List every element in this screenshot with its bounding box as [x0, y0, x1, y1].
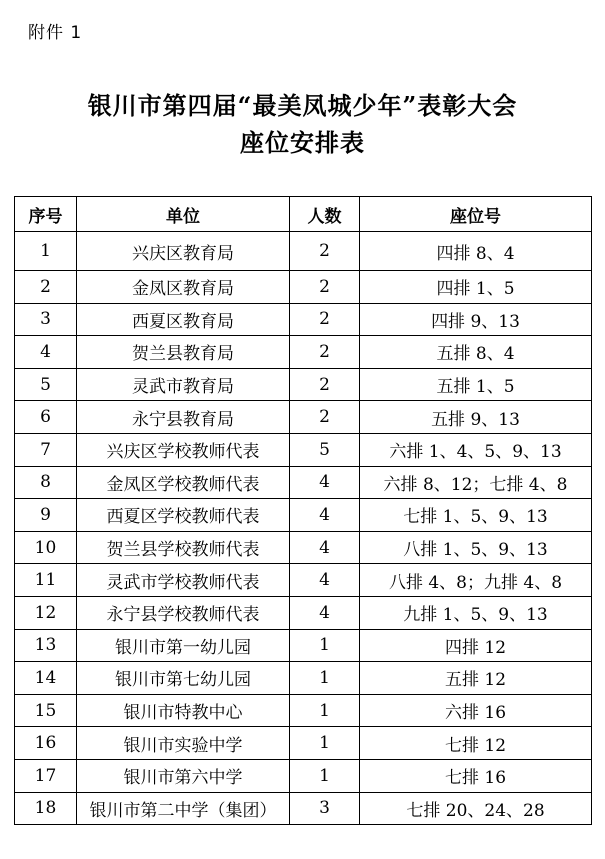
table-row [15, 564, 592, 597]
cell-unit: 永宁县教育局 [77, 401, 290, 434]
cell-count: 5 [290, 433, 360, 466]
cell-count: 2 [290, 368, 360, 401]
cell-unit: 灵武市学校教师代表 [77, 564, 290, 597]
cell-number: 11 [15, 564, 77, 597]
cell-count: 2 [290, 401, 360, 434]
cell-unit: 银川市第六中学 [77, 759, 290, 792]
cell-number: 5 [15, 368, 77, 401]
cell-unit: 兴庆区教育局 [77, 232, 290, 271]
table-row [15, 662, 592, 695]
table-row [15, 792, 592, 825]
table-row [15, 232, 592, 271]
cell-count: 1 [290, 727, 360, 760]
cell-number: 13 [15, 629, 77, 662]
cell-unit: 银川市第七幼儿园 [77, 662, 290, 695]
document-title: 银川市第四届“最美凤城少年”表彰大会 [87, 91, 518, 120]
cell-seat: 七排 12 [360, 727, 592, 760]
cell-count: 2 [290, 336, 360, 369]
cell-seat: 七排 20、24、28 [360, 792, 592, 825]
cell-count: 2 [290, 232, 360, 271]
cell-count: 4 [290, 531, 360, 564]
cell-seat: 六排 16 [360, 694, 592, 727]
cell-seat: 八排 4、8；九排 4、8 [360, 564, 592, 597]
cell-seat: 五排 8、4 [360, 336, 592, 369]
cell-unit: 贺兰县教育局 [77, 336, 290, 369]
cell-unit: 银川市第二中学（集团） [77, 792, 290, 825]
cell-number: 9 [15, 499, 77, 532]
table-row [15, 466, 592, 499]
cell-seat: 七排 16 [360, 759, 592, 792]
table-row [15, 401, 592, 434]
cell-unit: 银川市第一幼儿园 [77, 629, 290, 662]
cell-seat: 四排 9、13 [360, 303, 592, 336]
cell-seat: 五排 12 [360, 662, 592, 695]
cell-number: 18 [15, 792, 77, 825]
cell-seat: 六排 8、12；七排 4、8 [360, 466, 592, 499]
cell-number: 12 [15, 596, 77, 629]
cell-count: 4 [290, 499, 360, 532]
cell-seat: 四排 8、4 [360, 232, 592, 271]
cell-count: 2 [290, 303, 360, 336]
cell-count: 4 [290, 596, 360, 629]
cell-number: 16 [15, 727, 77, 760]
table-row [15, 596, 592, 629]
cell-seat: 四排 1、5 [360, 271, 592, 304]
table-row [15, 433, 592, 466]
cell-unit: 灵武市教育局 [77, 368, 290, 401]
cell-seat: 九排 1、5、9、13 [360, 596, 592, 629]
cell-count: 1 [290, 694, 360, 727]
cell-number: 8 [15, 466, 77, 499]
table-row [15, 368, 592, 401]
table-row [15, 759, 592, 792]
table-header-row [15, 197, 592, 232]
cell-seat: 七排 1、5、9、13 [360, 499, 592, 532]
header-count: 人数 [290, 197, 360, 232]
cell-unit: 永宁县学校教师代表 [77, 596, 290, 629]
table-row [15, 499, 592, 532]
cell-unit: 银川市实验中学 [77, 727, 290, 760]
table-row [15, 694, 592, 727]
attachment-label: 附件 1 [28, 23, 83, 43]
cell-unit: 银川市特教中心 [77, 694, 290, 727]
cell-seat: 八排 1、5、9、13 [360, 531, 592, 564]
cell-number: 3 [15, 303, 77, 336]
cell-unit: 兴庆区学校教师代表 [77, 433, 290, 466]
cell-unit: 西夏区学校教师代表 [77, 499, 290, 532]
cell-number: 6 [15, 401, 77, 434]
table-row [15, 727, 592, 760]
cell-unit: 金凤区学校教师代表 [77, 466, 290, 499]
cell-number: 10 [15, 531, 77, 564]
cell-seat: 五排 1、5 [360, 368, 592, 401]
cell-seat: 四排 12 [360, 629, 592, 662]
cell-count: 3 [290, 792, 360, 825]
header-unit: 单位 [77, 197, 290, 232]
cell-number: 2 [15, 271, 77, 304]
cell-number: 7 [15, 433, 77, 466]
cell-seat: 六排 1、4、5、9、13 [360, 433, 592, 466]
cell-count: 4 [290, 466, 360, 499]
table-row [15, 271, 592, 304]
seating-table [14, 196, 592, 825]
cell-number: 17 [15, 759, 77, 792]
cell-number: 14 [15, 662, 77, 695]
cell-unit: 贺兰县学校教师代表 [77, 531, 290, 564]
cell-count: 4 [290, 564, 360, 597]
header-number: 序号 [15, 197, 77, 232]
cell-count: 1 [290, 629, 360, 662]
cell-seat: 五排 9、13 [360, 401, 592, 434]
cell-count: 2 [290, 271, 360, 304]
table-row [15, 629, 592, 662]
document-subtitle: 座位安排表 [240, 128, 365, 157]
cell-count: 1 [290, 759, 360, 792]
cell-unit: 西夏区教育局 [77, 303, 290, 336]
cell-unit: 金凤区教育局 [77, 271, 290, 304]
table-row [15, 336, 592, 369]
cell-number: 4 [15, 336, 77, 369]
table-row [15, 531, 592, 564]
cell-number: 15 [15, 694, 77, 727]
table-row [15, 303, 592, 336]
header-seat: 座位号 [360, 197, 592, 232]
cell-count: 1 [290, 662, 360, 695]
cell-number: 1 [15, 232, 77, 271]
